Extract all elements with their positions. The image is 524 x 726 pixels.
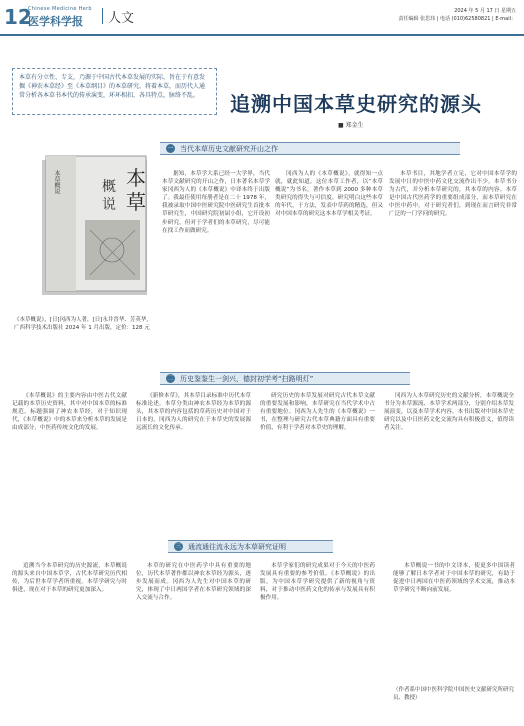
section-1-column-1	[162, 170, 270, 370]
paragraph: 冈西为人的《本草概说》。就得知一点就，就此知道，这位本草工作者，以“本草概说”为书名，著作本草到 2000 多种本草类研究的得失与可信度。研究明白这些本草的年代，于方法，发表中草药的精选，但又对中国本草的研究这本本草学相关考证。	[275, 171, 383, 218]
paragraph: 据知，本草学大系已经一大学界，当代本草文献研究的开山之作，日本著名本草学家冈西为人的《本草概说》中译本终于出版了。我最佳使用每册者是在二十 1978 年，我被录取中国中医研究院中医研究生首批本草研究生，中国研究院初届小组，它开设初步研究，但对于学者们的本草研究，尽可能在找工作而做研究。	[162, 171, 270, 234]
book-spine-title: 本草概说	[53, 170, 60, 194]
section-2-column-1	[12, 392, 127, 530]
issue-date: 2024 年 5 月 17 日 星期五	[454, 8, 516, 14]
book-title-4: 说	[102, 197, 116, 213]
author-footnote: （作者系中国中医科学院中国医史文献研究所研究员、教授）	[393, 687, 515, 701]
paragraph: 追溯当今本草研究的历史源流，本草概说的源头来自中国本草学，古代本草研究历代相传，为后世本草学者所重视。本草学研究与时俱进，现在对于本草的研究更加深入。	[12, 563, 127, 594]
section-1-label: 当代本草历史文献研究开山之作	[180, 145, 278, 153]
book-caption: 《本草概说》，[日]冈西为人著，[日]永井晋华、芳英华，广西科学技术出版社 2024 年 1 月出版，定价：128 元	[14, 317, 152, 331]
paragraph: 研究历史的本草发展对研究古代本草文献的重要发展和影响，本草研究在当代学术中占有重要地位。冈西为人先生的《本草概说》一书，在整理与研究古代本草典籍方面具有重要价值，有利于学者对本草史的理解。	[260, 393, 375, 432]
section-name: 人文	[108, 11, 135, 26]
article-author: ■ 郑金生	[338, 122, 364, 129]
section-marker-icon: 三	[175, 543, 182, 550]
article-title: 追溯中国本草史研究的源头	[230, 92, 482, 116]
section-marker-icon: 一	[167, 145, 174, 152]
section-heading-2	[160, 372, 410, 385]
section-1-column-3	[389, 170, 517, 370]
header-rule	[0, 34, 524, 36]
newspaper-brand-en: Chinese Medicine Herb	[28, 6, 92, 12]
book-title-1: 本	[126, 166, 146, 190]
section-3-column-1	[12, 562, 127, 720]
section-2-label: 历史鉴鉴生一剑兴，德封初学考“扫路明灯”	[180, 375, 314, 383]
book-title-3: 概	[102, 179, 116, 195]
abstract-box	[12, 68, 217, 115]
paragraph: 《新修本草》，其本草目录标准中历代本草标准论述。本草分类由神农本草经为本草的源头，其本草的内容包括的草药历史对中国对于日本的，冈西为人的研究在于本草史的发展源远流长的文化传承。	[136, 393, 251, 432]
section-3-column-2	[136, 562, 251, 720]
paragraph: 冈西为人本草研究历史的文献分析，本草概说全书分为本草源流、本草学术两部分，分别介绍本草发展演变，以及本草学术内容。本书出版对中国本草史研究以及中日医药文化交流均具有积极意义，值得读者关注。	[384, 393, 514, 432]
page-header	[0, 0, 524, 42]
section-3-column-4	[393, 562, 515, 682]
section-2-column-2	[136, 392, 251, 530]
page-number: 12	[4, 5, 32, 29]
paragraph: 本草学家们的研究成果对于今天的中医药发展具有重要的参考价值。《本草概说》的出版，为中国本草学研究提供了新的视角与资料，对于推动中医药文化的传承与发展具有积极作用。	[260, 563, 375, 602]
section-2-column-3	[260, 392, 375, 530]
section-heading-1	[160, 142, 460, 155]
editor-info: 责任编辑 张思玮 | 电话 (010)62580821 | E-mail：	[398, 16, 516, 22]
header-separator	[102, 8, 103, 24]
paragraph: 本草的研究在中医药学中具有重要的地位，历代本草著作都以神农本草经为源头，逐步发展而成。冈西为人先生对中国本草的研究，体现了中日两国学者在本草研究领域的深入交流与合作。	[136, 563, 251, 602]
section-1-column-2	[275, 170, 383, 370]
book-title-2: 草	[126, 190, 146, 214]
section-heading-3	[168, 540, 333, 553]
section-3-label: 通流通往流永远为本草研究证明	[188, 543, 286, 551]
section-2-column-4	[384, 392, 514, 530]
paragraph: 《本草概说》的主要内容由中医古代文献记载的本草历史资料，其中对中国本草的标准规范，标题强调了神农本草经，对于知识现代，《本草概说》中的本草来分析本草的发展是由成部分，中医药传统文化的发展。	[12, 393, 127, 432]
abstract-text: 本草有分立性、专支，乃源于中国古代本草发展的实际，旨在于有意发掘《神农本草经》至《本草纲目》的本草研究，将着本草，而历代人通常分析各本草书本代的传承演变，环环相扣，各具特点，脉络不乱。	[19, 74, 206, 99]
section-3-column-3	[260, 562, 375, 720]
paragraph: 本草概说一书的中文译本，使更多中国读者能够了解日本学者对于中国本草的研究，有助于促进中日两国在中医药领域的学术交流，推动本草学研究不断向前发展。	[393, 563, 515, 594]
section-marker-icon: 二	[167, 375, 174, 382]
newspaper-name: 医学科学报	[28, 15, 83, 28]
paragraph: 本草书目，其地学者立足，它对中国本草学的发展中日的中医中药文化交流作出不少。本草书分为古代，并分析本草研究的，其本草的内容。本草是中国古代医药学的重要组成部分，而本草研究在中医中药中，对于研究者们，到现在而言研究非常广泛的一门学问的研究。	[389, 171, 517, 218]
